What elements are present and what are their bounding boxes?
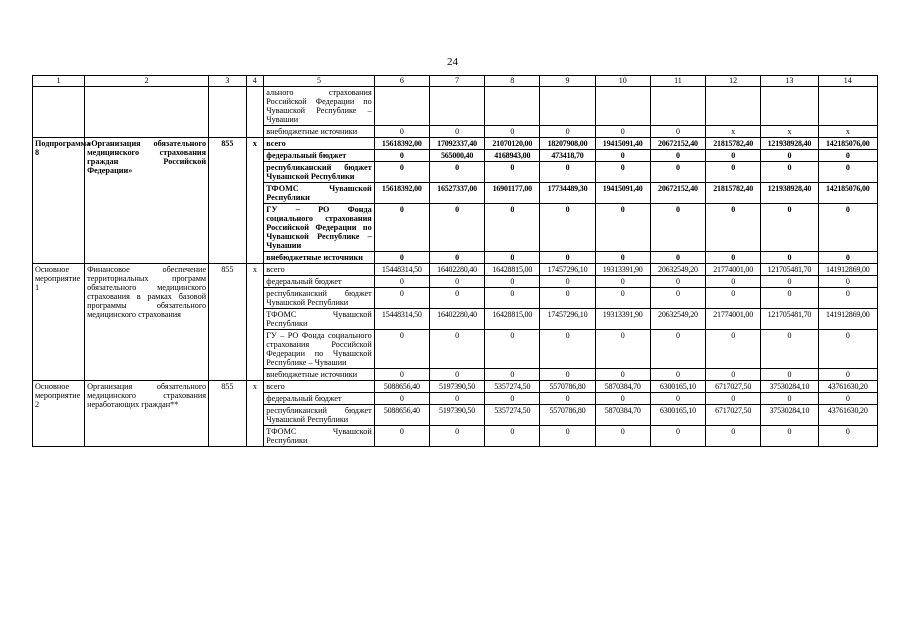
table-row — [33, 87, 878, 126]
amount-cell: 0 — [429, 369, 484, 381]
amount-cell: 0 — [650, 252, 705, 264]
amount-cell: 0 — [650, 204, 705, 252]
funding-source: республиканский бюджет Чувашской Республики — [264, 405, 374, 426]
amount-cell: 0 — [595, 126, 650, 138]
funding-source: внебюджетные источники — [264, 252, 374, 264]
amount-cell: 0 — [540, 369, 595, 381]
amount-cell — [540, 87, 595, 126]
amount-cell: 0 — [485, 162, 540, 183]
amount-cell: 20632549,20 — [650, 309, 705, 330]
table-row — [33, 264, 878, 276]
amount-cell: 121705481,70 — [761, 309, 818, 330]
amount-cell: 0 — [595, 150, 650, 162]
amount-cell: 141912869,00 — [818, 309, 877, 330]
funding-source: ального страхования Российской Федерации по Чувашской Республике – Чувашии — [264, 87, 374, 126]
amount-cell: 19313391,90 — [595, 309, 650, 330]
amount-cell: 141912869,00 — [818, 264, 877, 276]
amount-cell: 0 — [485, 426, 540, 447]
amount-cell: 5197390,50 — [429, 381, 484, 393]
amount-cell: 16402280,40 — [429, 264, 484, 276]
amount-cell: 0 — [818, 204, 877, 252]
amount-cell: 0 — [540, 393, 595, 405]
amount-cell: 0 — [706, 330, 761, 369]
program-title: Подпрограмма 8 — [33, 138, 85, 264]
column-number: 12 — [706, 76, 761, 87]
amount-cell: 20632549,20 — [650, 264, 705, 276]
amount-cell: 0 — [429, 162, 484, 183]
funding-source: всего — [264, 264, 374, 276]
classification-code: x — [246, 264, 264, 381]
amount-cell: 0 — [650, 150, 705, 162]
amount-cell: 20672152,40 — [650, 183, 705, 204]
amount-cell: 142185076,00 — [818, 138, 877, 150]
amount-cell: 0 — [485, 288, 540, 309]
amount-cell: 0 — [374, 393, 429, 405]
amount-cell: 0 — [818, 276, 877, 288]
funding-source: ТФОМС Чувашской Республики — [264, 426, 374, 447]
program-name: «Организация обязательного медицинского страхования граждан Российской Федерации» — [85, 138, 209, 264]
amount-cell: 0 — [650, 426, 705, 447]
amount-cell — [818, 87, 877, 126]
amount-cell: 0 — [485, 252, 540, 264]
program-title: Основное мероприятие 2 — [33, 381, 85, 447]
amount-cell: 0 — [429, 288, 484, 309]
amount-cell: 0 — [818, 330, 877, 369]
amount-cell: 6300165,10 — [650, 381, 705, 393]
amount-cell: 0 — [706, 426, 761, 447]
amount-cell: 15618392,00 — [374, 183, 429, 204]
amount-cell: 0 — [374, 204, 429, 252]
amount-cell: 0 — [761, 204, 818, 252]
amount-cell: 37530284,10 — [761, 381, 818, 393]
funding-source: федеральный бюджет — [264, 150, 374, 162]
column-number: 7 — [429, 76, 484, 87]
amount-cell: 16428815,00 — [485, 264, 540, 276]
amount-cell — [429, 87, 484, 126]
amount-cell: 0 — [374, 252, 429, 264]
amount-cell: 0 — [761, 252, 818, 264]
amount-cell: 0 — [374, 330, 429, 369]
funding-source: федеральный бюджет — [264, 276, 374, 288]
amount-cell: 0 — [706, 276, 761, 288]
amount-cell: 15448314,50 — [374, 309, 429, 330]
amount-cell: 0 — [761, 276, 818, 288]
amount-cell: 0 — [374, 126, 429, 138]
funding-source: республиканский бюджет Чувашской Республики — [264, 288, 374, 309]
amount-cell: 4168943,00 — [485, 150, 540, 162]
funding-source: всего — [264, 381, 374, 393]
amount-cell: 0 — [761, 369, 818, 381]
amount-cell: 0 — [650, 288, 705, 309]
amount-cell: 15448314,50 — [374, 264, 429, 276]
amount-cell: 0 — [761, 330, 818, 369]
page-number: 24 — [447, 56, 458, 68]
amount-cell: 16527337,00 — [429, 183, 484, 204]
amount-cell: 6717027,50 — [706, 381, 761, 393]
funding-source: ТФОМС Чувашской Республики — [264, 309, 374, 330]
amount-cell: 0 — [540, 288, 595, 309]
amount-cell: 0 — [595, 162, 650, 183]
amount-cell: 0 — [706, 288, 761, 309]
column-number: 13 — [761, 76, 818, 87]
table-row — [33, 138, 878, 150]
amount-cell: 0 — [374, 426, 429, 447]
column-number: 3 — [209, 76, 247, 87]
amount-cell: 0 — [706, 204, 761, 252]
amount-cell: 0 — [818, 393, 877, 405]
amount-cell: 5870384,70 — [595, 381, 650, 393]
amount-cell: 0 — [706, 252, 761, 264]
classification-code: x — [246, 138, 264, 264]
amount-cell: 0 — [650, 276, 705, 288]
amount-cell: 5570786,80 — [540, 381, 595, 393]
column-number: 6 — [374, 76, 429, 87]
amount-cell: 0 — [485, 126, 540, 138]
amount-cell: 0 — [650, 162, 705, 183]
amount-cell: 0 — [540, 426, 595, 447]
amount-cell: 0 — [818, 369, 877, 381]
amount-cell — [761, 87, 818, 126]
amount-cell: 0 — [595, 330, 650, 369]
amount-cell: x — [818, 126, 877, 138]
program-name: Организация обязательного медицинского страхования неработающих граждан** — [85, 381, 209, 447]
amount-cell: 0 — [706, 393, 761, 405]
amount-cell: 0 — [650, 126, 705, 138]
continued-grbs — [209, 87, 247, 138]
amount-cell: 5088656,40 — [374, 381, 429, 393]
amount-cell: 0 — [595, 393, 650, 405]
program-name: Финансовое обеспечение территориальных программ обязательного медицинского страхования в рамках базовой программы обязательного медицинского страхования — [85, 264, 209, 381]
amount-cell: 19415091,40 — [595, 138, 650, 150]
amount-cell: 0 — [761, 393, 818, 405]
amount-cell: 17457296,10 — [540, 264, 595, 276]
amount-cell: 21774001,00 — [706, 309, 761, 330]
amount-cell: 17092337,40 — [429, 138, 484, 150]
column-number: 11 — [650, 76, 705, 87]
amount-cell: 121705481,70 — [761, 264, 818, 276]
amount-cell: 0 — [818, 162, 877, 183]
amount-cell: 0 — [374, 276, 429, 288]
amount-cell: 0 — [485, 276, 540, 288]
amount-cell: 5870384,70 — [595, 405, 650, 426]
amount-cell: 0 — [595, 252, 650, 264]
amount-cell: 5357274,50 — [485, 381, 540, 393]
amount-cell: 0 — [706, 369, 761, 381]
amount-cell: 142185076,00 — [818, 183, 877, 204]
grbs-code: 855 — [209, 264, 247, 381]
amount-cell: 0 — [650, 393, 705, 405]
amount-cell: 0 — [595, 204, 650, 252]
amount-cell: 0 — [706, 162, 761, 183]
column-number: 8 — [485, 76, 540, 87]
amount-cell: 0 — [818, 150, 877, 162]
amount-cell: 0 — [818, 288, 877, 309]
amount-cell: 0 — [374, 162, 429, 183]
amount-cell: 0 — [540, 276, 595, 288]
column-number: 1 — [33, 76, 85, 87]
amount-cell: 0 — [374, 288, 429, 309]
funding-source: ГУ – РО Фонда социального страхования Российской Федерации по Чувашской Республике – Чувашии — [264, 204, 374, 252]
budget-table — [32, 75, 878, 447]
classification-code: x — [246, 381, 264, 447]
continued-code — [246, 87, 264, 138]
column-number: 5 — [264, 76, 374, 87]
amount-cell: 21070120,00 — [485, 138, 540, 150]
amount-cell: x — [761, 126, 818, 138]
column-number: 2 — [85, 76, 209, 87]
amount-cell: 0 — [485, 393, 540, 405]
amount-cell: 0 — [540, 330, 595, 369]
amount-cell: 15618392,00 — [374, 138, 429, 150]
amount-cell: 0 — [429, 204, 484, 252]
amount-cell: 17734489,30 — [540, 183, 595, 204]
amount-cell — [374, 87, 429, 126]
amount-cell: 16428815,00 — [485, 309, 540, 330]
amount-cell: 0 — [429, 252, 484, 264]
amount-cell: 0 — [595, 426, 650, 447]
column-number: 14 — [818, 76, 877, 87]
amount-cell: 18207908,00 — [540, 138, 595, 150]
grbs-code: 855 — [209, 138, 247, 264]
amount-cell — [706, 87, 761, 126]
amount-cell: 5197390,50 — [429, 405, 484, 426]
continued-program — [33, 87, 85, 138]
amount-cell: 0 — [540, 204, 595, 252]
amount-cell: 0 — [761, 150, 818, 162]
amount-cell — [485, 87, 540, 126]
continued-name — [85, 87, 209, 138]
amount-cell: 0 — [706, 150, 761, 162]
amount-cell: 0 — [761, 162, 818, 183]
amount-cell: 0 — [429, 393, 484, 405]
amount-cell: 37530284,10 — [761, 405, 818, 426]
amount-cell: 121938928,40 — [761, 183, 818, 204]
amount-cell: 0 — [818, 252, 877, 264]
amount-cell: 0 — [374, 150, 429, 162]
funding-source: внебюджетные источники — [264, 369, 374, 381]
amount-cell: 0 — [650, 369, 705, 381]
amount-cell: 565000,40 — [429, 150, 484, 162]
amount-cell: 0 — [761, 288, 818, 309]
amount-cell: 21815782,40 — [706, 138, 761, 150]
column-number: 4 — [246, 76, 264, 87]
amount-cell: 20672152,40 — [650, 138, 705, 150]
amount-cell: 0 — [485, 369, 540, 381]
amount-cell: 6300165,10 — [650, 405, 705, 426]
grbs-code: 855 — [209, 381, 247, 447]
amount-cell: 6717027,50 — [706, 405, 761, 426]
amount-cell: 19313391,90 — [595, 264, 650, 276]
amount-cell: 17457296,10 — [540, 309, 595, 330]
amount-cell: 21815782,40 — [706, 183, 761, 204]
amount-cell: 0 — [429, 330, 484, 369]
amount-cell: 0 — [429, 426, 484, 447]
amount-cell: 0 — [485, 204, 540, 252]
amount-cell: 0 — [429, 276, 484, 288]
amount-cell: 16901177,00 — [485, 183, 540, 204]
amount-cell: 43761630,20 — [818, 405, 877, 426]
amount-cell: 473418,70 — [540, 150, 595, 162]
amount-cell — [650, 87, 705, 126]
amount-cell: 0 — [595, 288, 650, 309]
funding-source: федеральный бюджет — [264, 393, 374, 405]
amount-cell: 5357274,50 — [485, 405, 540, 426]
amount-cell: 19415091,40 — [595, 183, 650, 204]
amount-cell: 0 — [540, 252, 595, 264]
amount-cell: 0 — [595, 276, 650, 288]
column-number: 10 — [595, 76, 650, 87]
table-row — [33, 381, 878, 393]
amount-cell: 0 — [485, 330, 540, 369]
amount-cell: 43761630,20 — [818, 381, 877, 393]
program-title: Основное мероприятие 1 — [33, 264, 85, 381]
funding-source: республиканский бюджет Чувашской Республики — [264, 162, 374, 183]
amount-cell: 0 — [818, 426, 877, 447]
amount-cell: 0 — [761, 426, 818, 447]
funding-source: внебюджетные источники — [264, 126, 374, 138]
column-number-row — [33, 76, 878, 87]
amount-cell: 0 — [540, 162, 595, 183]
funding-source: ТФОМС Чувашской Республики — [264, 183, 374, 204]
amount-cell — [595, 87, 650, 126]
amount-cell: 121938928,40 — [761, 138, 818, 150]
amount-cell: 0 — [650, 330, 705, 369]
amount-cell: x — [706, 126, 761, 138]
amount-cell: 16402280,40 — [429, 309, 484, 330]
amount-cell: 5570786,80 — [540, 405, 595, 426]
amount-cell: 0 — [540, 126, 595, 138]
amount-cell: 21774001,00 — [706, 264, 761, 276]
funding-source: ГУ – РО Фонда социального страхования Российской Федерации по Чувашской Республике – Чувашии — [264, 330, 374, 369]
column-number: 9 — [540, 76, 595, 87]
amount-cell: 0 — [374, 369, 429, 381]
amount-cell: 0 — [595, 369, 650, 381]
amount-cell: 5088656,40 — [374, 405, 429, 426]
amount-cell: 0 — [429, 126, 484, 138]
funding-source: всего — [264, 138, 374, 150]
